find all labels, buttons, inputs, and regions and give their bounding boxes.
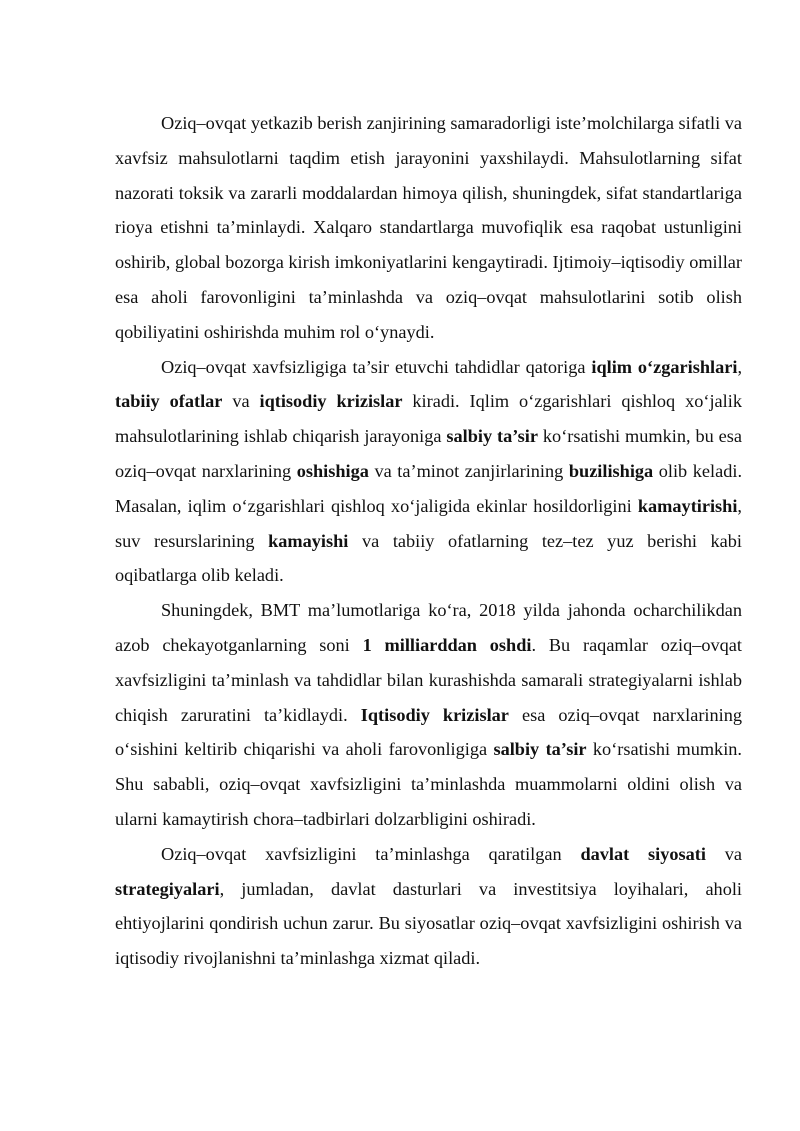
paragraph-threats (115, 350, 742, 594)
text-segment: , (737, 356, 743, 377)
paragraph-un-statistics (115, 593, 742, 837)
text-segment: Shuningdek, BMT ma’lumotlariga ko‘ra, 2018 yilda jahonda ocharchilikdan azob chekayotganlarning soni (115, 600, 742, 655)
bold-term: buzilishiga (568, 460, 654, 481)
text-segment: va (705, 843, 742, 864)
text-segment: esa oziq–ovqat narxlarining o‘sishini keltirib chiqarishi va aholi farovonligiga (115, 704, 742, 760)
text-segment: . Bu raqamlar oziq–ovqat xavfsizligini ta’minlash va tahdidlar bilan kurashishda samarali strategiyalarni ishlab chiqish zaruratini ta’kidlaydi. (115, 634, 742, 725)
paragraph-supply-chain (115, 106, 742, 350)
bold-term: Iqtisodiy krizislar (360, 704, 509, 725)
text-segment: va (222, 391, 260, 412)
text-segment: va tabiiy ofatlarning tez–tez yuz berishi kabi oqibatlarga olib keladi. (115, 530, 742, 586)
text-segment: , suv resurslarining (115, 495, 742, 551)
document-body (115, 106, 742, 976)
text-segment: Oziq–ovqat yetkazib berish zanjirining samaradorligi iste’molchilarga sifatli va xavfsiz mahsulotlarni taqdim etish jarayonini yaxshilaydi. Mahsulotlarning sifat nazorati toksik va zararli moddalardan himoya qilish, shuningdek, sifat standartlariga rioya etishni ta’minlaydi. Xalqaro standartlarga muvofiqlik esa raqobat ustunligini oshirib, global bozorga kirish imkoniyatlarini kengaytiradi. Ijtimoiy–iqtisodiy omillar esa aholi farovonligini ta’minlashda va oziq–ovqat mahsulotlarini sotib olish qobiliyatini oshirishda muhim rol o‘ynaydi. (115, 113, 742, 342)
bold-term: 1 milliarddan oshdi (362, 634, 532, 655)
text-segment: ko‘rsatishi mumkin. Shu sababli, oziq–ovqat xavfsizligini ta’minlashda muammolarni oldini olish va ularni kamaytirish chora–tadbirlari dolzarbligini oshiradi. (115, 739, 742, 829)
paragraph-state-policy (115, 837, 742, 976)
text-segment: kiradi. Iqlim o‘zgarishlari qishloq xo‘jalik mahsulotlarining ishlab chiqarish jarayoniga (115, 391, 742, 447)
bold-term: oshishiga (296, 460, 369, 481)
bold-term: kamayishi (268, 530, 349, 551)
text-segment: , jumladan, davlat dasturlari va investitsiya loyihalari, aholi ehtiyojlarini qondirish uchun zarur. Bu siyosatlar oziq–ovqat xavfsizligini oshirish va iqtisodiy rivojlanishni ta’minlashga xizmat qiladi. (115, 878, 742, 969)
text-segment: olib keladi. Masalan, iqlim o‘zgarishlari qishloq xo‘jaligida ekinlar hosildorligini (115, 460, 743, 516)
bold-term: iqtisodiy krizislar (259, 391, 403, 412)
bold-term: kamaytirishi (637, 495, 738, 516)
text-segment: va ta’minot zanjirlarining (368, 460, 569, 481)
bold-term: salbiy ta’sir (493, 739, 587, 760)
bold-term: salbiy ta’sir (446, 426, 538, 447)
bold-term: davlat siyosati (580, 843, 706, 864)
bold-term: tabiiy ofatlar (115, 391, 223, 412)
bold-term: strategiyalari (115, 878, 220, 899)
bold-term: iqlim o‘zgarishlari (591, 356, 738, 377)
text-segment: Oziq–ovqat xavfsizligini ta’minlashga qaratilgan (161, 843, 581, 864)
text-segment: Oziq–ovqat xavfsizligiga ta’sir etuvchi tahdidlar qatoriga (161, 356, 592, 377)
text-segment: ko‘rsatishi mumkin, bu esa oziq–ovqat narxlarining (115, 426, 742, 481)
